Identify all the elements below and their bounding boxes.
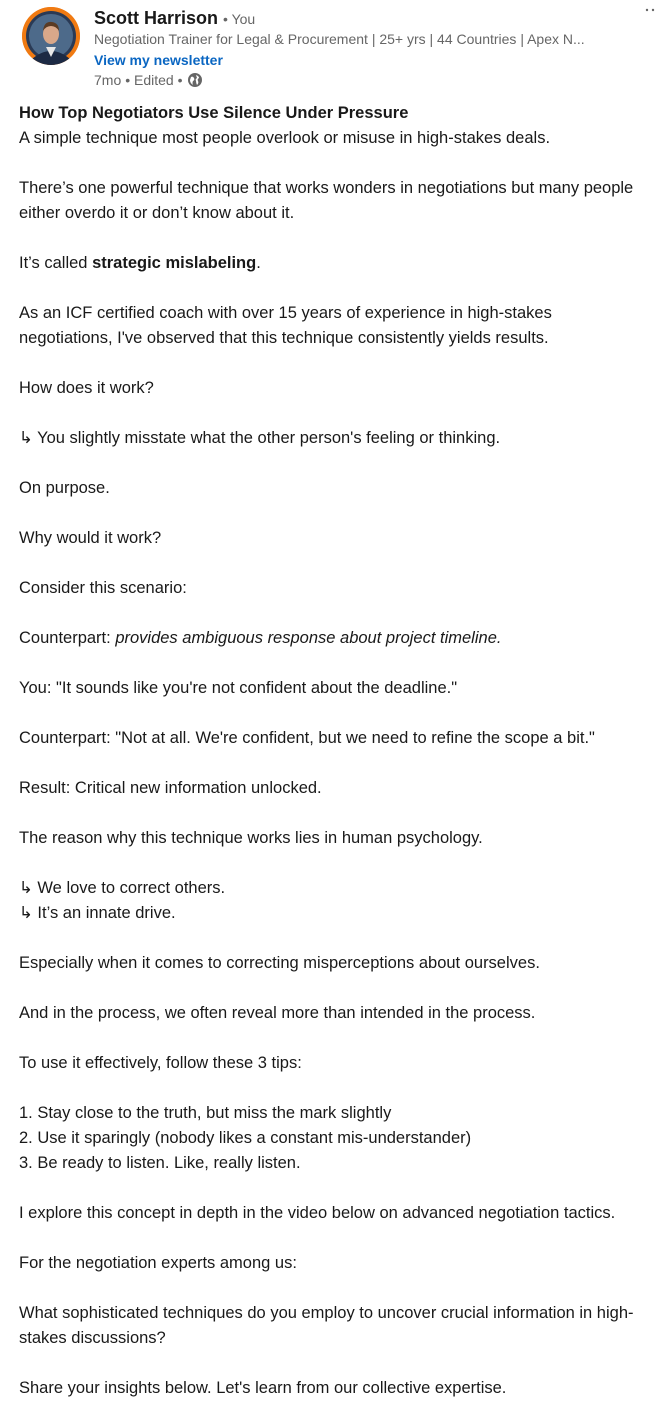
post-meta xyxy=(94,71,203,89)
post-paragraph: As an ICF certified coach with over 15 years of experience in high-stakes negotiations, I've observed that this technique consistently yields results. xyxy=(19,304,552,347)
edited-label: • Edited • xyxy=(125,72,183,88)
post-paragraph: Share your insights below. Let's learn from our collective expertise. xyxy=(19,1379,507,1397)
post-paragraph: It’s called strategic mislabeling. xyxy=(19,254,261,272)
tip-item: 1. Stay close to the truth, but miss the mark slightly xyxy=(19,1104,392,1122)
more-options-icon[interactable] xyxy=(638,0,658,20)
post-paragraph: Result: Critical new information unlocked. xyxy=(19,779,322,797)
post-header xyxy=(0,0,658,96)
post-paragraph: Why would it work? xyxy=(19,529,162,547)
post-paragraph: ↳ We love to correct others. xyxy=(19,879,226,897)
post-paragraph: Especially when it comes to correcting misperceptions about ourselves. xyxy=(19,954,540,972)
view-newsletter-link[interactable]: View my newsletter xyxy=(94,52,223,68)
post-paragraph: I explore this concept in depth in the video below on advanced negotiation tactics. xyxy=(19,1204,616,1222)
post-paragraph: For the negotiation experts among us: xyxy=(19,1254,297,1272)
tip-item: 3. Be ready to listen. Like, really listen. xyxy=(19,1154,301,1172)
post-paragraph: ↳ It’s an innate drive. xyxy=(19,904,176,922)
post-body xyxy=(19,101,658,1426)
post-paragraph: ↳ You slightly misstate what the other person's feeling or thinking. xyxy=(19,429,501,447)
post-time: 7mo xyxy=(94,72,122,88)
post-title: How Top Negotiators Use Silence Under Pressure xyxy=(19,104,409,122)
bold-term: strategic mislabeling xyxy=(92,254,257,272)
post-paragraph: To use it effectively, follow these 3 tips: xyxy=(19,1054,302,1072)
post-paragraph: Counterpart: "Not at all. We're confident, but we need to refine the scope a bit." xyxy=(19,729,595,747)
globe-icon xyxy=(187,72,203,88)
post-paragraph: Consider this scenario: xyxy=(19,579,187,597)
post-paragraph: There’s one powerful technique that works wonders in negotiations but many people either overdo it or don’t know about it. xyxy=(19,179,634,222)
post-paragraph: How does it work? xyxy=(19,379,154,397)
italic-text: provides ambiguous response about project timeline. xyxy=(115,629,502,647)
post-paragraph: Counterpart: provides ambiguous response about project timeline. xyxy=(19,629,502,647)
post-paragraph: What sophisticated techniques do you employ to uncover crucial information in high-stakes discussions? xyxy=(19,1304,634,1347)
post-paragraph: And in the process, we often reveal more than intended in the process. xyxy=(19,1004,536,1022)
tip-item: 2. Use it sparingly (nobody likes a constant mis-understander) xyxy=(19,1129,472,1147)
post-paragraph: On purpose. xyxy=(19,479,110,497)
post-paragraph: You: "It sounds like you're not confident about the deadline." xyxy=(19,679,458,697)
author-name[interactable]: Scott Harrison xyxy=(94,8,219,28)
author-headline: Negotiation Trainer for Legal & Procurement | 25+ yrs | 44 Countries | Apex N... xyxy=(94,31,585,47)
author-name-row xyxy=(94,6,255,31)
avatar[interactable] xyxy=(22,7,80,65)
post-subtitle: A simple technique most people overlook or misuse in high-stakes deals. xyxy=(19,129,551,147)
avatar-photo xyxy=(22,7,80,65)
post-paragraph: The reason why this technique works lies in human psychology. xyxy=(19,829,483,847)
connection-degree: • You xyxy=(223,11,256,27)
